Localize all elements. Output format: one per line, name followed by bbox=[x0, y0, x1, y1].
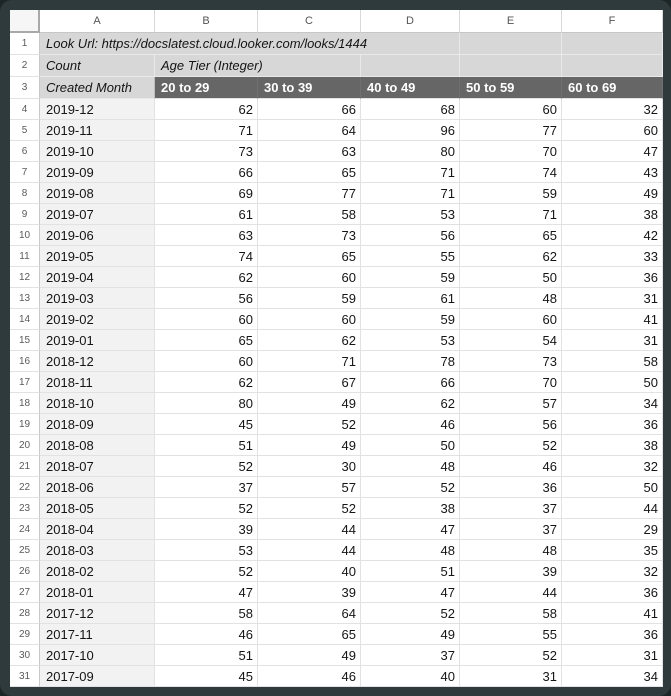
cell-value-col-E[interactable]: 52 bbox=[460, 645, 562, 666]
cell-value-col-E[interactable]: 62 bbox=[460, 246, 562, 267]
table-row bbox=[10, 393, 663, 414]
cell-value-col-E[interactable]: 57 bbox=[460, 393, 562, 414]
select-all-button[interactable] bbox=[10, 10, 40, 33]
cell-created-month[interactable]: 2018-04 bbox=[40, 519, 155, 540]
cell-value-col-F[interactable]: 44 bbox=[562, 498, 663, 519]
column-header-C[interactable]: C bbox=[258, 10, 361, 33]
cell-value-col-B[interactable]: 45 bbox=[155, 414, 258, 435]
table-row bbox=[10, 183, 663, 204]
cell-value-col-C[interactable]: 39 bbox=[258, 582, 361, 603]
row-number[interactable]: 19 bbox=[10, 414, 40, 435]
cell-value-col-C[interactable]: 63 bbox=[258, 141, 361, 162]
column-header-E[interactable]: E bbox=[460, 10, 562, 33]
cell-value-col-E[interactable]: 70 bbox=[460, 141, 562, 162]
cell-value-col-C[interactable]: 62 bbox=[258, 330, 361, 351]
cell-empty[interactable] bbox=[361, 55, 460, 77]
cell-value-col-E[interactable]: 39 bbox=[460, 561, 562, 582]
cell-created-month[interactable]: 2018-12 bbox=[40, 351, 155, 372]
spreadsheet-grid bbox=[10, 10, 663, 687]
cell-value-col-B[interactable]: 46 bbox=[155, 624, 258, 645]
cell-value-col-B[interactable]: 62 bbox=[155, 99, 258, 120]
cell-created-month[interactable]: 2017-12 bbox=[40, 603, 155, 624]
row-number[interactable]: 14 bbox=[10, 309, 40, 330]
cell-value-col-E[interactable]: 70 bbox=[460, 372, 562, 393]
cell-created-month[interactable]: 2018-09 bbox=[40, 414, 155, 435]
cell-value-col-B[interactable]: 66 bbox=[155, 162, 258, 183]
cell-value-col-C[interactable]: 64 bbox=[258, 120, 361, 141]
cell-value-col-E[interactable]: 77 bbox=[460, 120, 562, 141]
row-number[interactable]: 21 bbox=[10, 456, 40, 477]
table-row bbox=[10, 477, 663, 498]
cell-value-col-F[interactable]: 32 bbox=[562, 561, 663, 582]
cell-value-col-B[interactable]: 52 bbox=[155, 456, 258, 477]
age-bucket-header-20-to-29[interactable]: 20 to 29 bbox=[155, 77, 258, 99]
cell-empty[interactable] bbox=[460, 33, 562, 55]
cell-value-col-D[interactable]: 53 bbox=[361, 204, 460, 225]
cell-value-col-E[interactable]: 44 bbox=[460, 582, 562, 603]
cell-value-col-D[interactable]: 66 bbox=[361, 372, 460, 393]
cell-value-col-E[interactable]: 52 bbox=[460, 435, 562, 456]
cell-value-col-B[interactable]: 53 bbox=[155, 540, 258, 561]
cell-value-col-E[interactable]: 37 bbox=[460, 519, 562, 540]
cell-value-col-E[interactable]: 59 bbox=[460, 183, 562, 204]
row-number[interactable]: 5 bbox=[10, 120, 40, 141]
cell-value-col-D[interactable]: 38 bbox=[361, 498, 460, 519]
cell-value-col-F[interactable]: 35 bbox=[562, 540, 663, 561]
cell-value-col-B[interactable]: 39 bbox=[155, 519, 258, 540]
cell-created-month[interactable]: 2019-11 bbox=[40, 120, 155, 141]
row-number[interactable]: 23 bbox=[10, 498, 40, 519]
cell-value-col-D[interactable]: 37 bbox=[361, 645, 460, 666]
age-bucket-header-60-to-69[interactable]: 60 to 69 bbox=[562, 77, 663, 99]
row-number[interactable]: 7 bbox=[10, 162, 40, 183]
row-number[interactable]: 17 bbox=[10, 372, 40, 393]
cell-value-col-D[interactable]: 62 bbox=[361, 393, 460, 414]
row-number[interactable]: 30 bbox=[10, 645, 40, 666]
table-row bbox=[10, 141, 663, 162]
cell-value-col-C[interactable]: 57 bbox=[258, 477, 361, 498]
row-number[interactable]: 13 bbox=[10, 288, 40, 309]
cell-created-month[interactable]: 2017-11 bbox=[40, 624, 155, 645]
cell-value-col-C[interactable]: 44 bbox=[258, 519, 361, 540]
cell-created-month[interactable]: 2018-06 bbox=[40, 477, 155, 498]
cell-look-url[interactable]: Look Url: https://docslatest.cloud.looker.com/looks/1444 bbox=[40, 33, 460, 55]
cell-value-col-F[interactable]: 41 bbox=[562, 603, 663, 624]
cell-value-col-E[interactable]: 60 bbox=[460, 309, 562, 330]
cell-value-col-C[interactable]: 49 bbox=[258, 435, 361, 456]
cell-value-col-E[interactable]: 65 bbox=[460, 225, 562, 246]
column-header-D[interactable]: D bbox=[361, 10, 460, 33]
row-number[interactable]: 22 bbox=[10, 477, 40, 498]
column-header-A[interactable]: A bbox=[40, 10, 155, 33]
table-row bbox=[10, 77, 663, 99]
cell-value-col-F[interactable]: 34 bbox=[562, 393, 663, 414]
cell-value-col-F[interactable]: 31 bbox=[562, 330, 663, 351]
cell-value-col-E[interactable]: 48 bbox=[460, 288, 562, 309]
table-row bbox=[10, 162, 663, 183]
cell-value-col-D[interactable]: 52 bbox=[361, 603, 460, 624]
cell-value-col-C[interactable]: 46 bbox=[258, 666, 361, 687]
table-row bbox=[10, 414, 663, 435]
cell-value-col-C[interactable]: 77 bbox=[258, 183, 361, 204]
row-number[interactable]: 27 bbox=[10, 582, 40, 603]
cell-value-col-C[interactable]: 71 bbox=[258, 351, 361, 372]
cell-value-col-D[interactable]: 46 bbox=[361, 414, 460, 435]
cell-value-col-C[interactable]: 67 bbox=[258, 372, 361, 393]
cell-created-month[interactable]: 2019-04 bbox=[40, 267, 155, 288]
table-row bbox=[10, 624, 663, 645]
cell-count-label[interactable]: Count bbox=[40, 55, 155, 77]
cell-value-col-B[interactable]: 69 bbox=[155, 183, 258, 204]
row-number[interactable]: 26 bbox=[10, 561, 40, 582]
cell-value-col-D[interactable]: 96 bbox=[361, 120, 460, 141]
cell-created-month[interactable]: 2019-05 bbox=[40, 246, 155, 267]
cell-value-col-B[interactable]: 52 bbox=[155, 498, 258, 519]
cell-value-col-F[interactable]: 36 bbox=[562, 414, 663, 435]
cell-value-col-B[interactable]: 74 bbox=[155, 246, 258, 267]
cell-value-col-F[interactable]: 43 bbox=[562, 162, 663, 183]
cell-value-col-C[interactable]: 49 bbox=[258, 393, 361, 414]
cell-value-col-C[interactable]: 52 bbox=[258, 498, 361, 519]
row-number[interactable]: 16 bbox=[10, 351, 40, 372]
data-rows bbox=[10, 99, 663, 687]
cell-value-col-F[interactable]: 31 bbox=[562, 645, 663, 666]
table-row bbox=[10, 540, 663, 561]
cell-value-col-C[interactable]: 58 bbox=[258, 204, 361, 225]
cell-value-col-D[interactable]: 53 bbox=[361, 330, 460, 351]
cell-value-col-D[interactable]: 71 bbox=[361, 183, 460, 204]
cell-value-col-C[interactable]: 52 bbox=[258, 414, 361, 435]
cell-value-col-F[interactable]: 36 bbox=[562, 267, 663, 288]
cell-created-month[interactable]: 2019-06 bbox=[40, 225, 155, 246]
cell-value-col-B[interactable]: 51 bbox=[155, 645, 258, 666]
cell-value-col-C[interactable]: 49 bbox=[258, 645, 361, 666]
cell-value-col-B[interactable]: 51 bbox=[155, 435, 258, 456]
cell-value-col-B[interactable]: 63 bbox=[155, 225, 258, 246]
cell-value-col-B[interactable]: 45 bbox=[155, 666, 258, 687]
cell-value-col-C[interactable]: 65 bbox=[258, 624, 361, 645]
cell-empty[interactable] bbox=[562, 33, 663, 55]
cell-value-col-C[interactable]: 44 bbox=[258, 540, 361, 561]
cell-value-col-E[interactable]: 60 bbox=[460, 99, 562, 120]
cell-value-col-D[interactable]: 48 bbox=[361, 540, 460, 561]
table-row bbox=[10, 267, 663, 288]
cell-value-col-F[interactable]: 60 bbox=[562, 120, 663, 141]
table-row bbox=[10, 33, 663, 55]
cell-value-col-D[interactable]: 61 bbox=[361, 288, 460, 309]
row-number[interactable]: 31 bbox=[10, 666, 40, 687]
cell-value-col-D[interactable]: 51 bbox=[361, 561, 460, 582]
table-row bbox=[10, 603, 663, 624]
cell-value-col-B[interactable]: 73 bbox=[155, 141, 258, 162]
cell-created-month[interactable]: 2018-11 bbox=[40, 372, 155, 393]
cell-value-col-F[interactable]: 34 bbox=[562, 666, 663, 687]
cell-value-col-F[interactable]: 29 bbox=[562, 519, 663, 540]
cell-value-col-F[interactable]: 31 bbox=[562, 288, 663, 309]
table-row bbox=[10, 309, 663, 330]
cell-created-month[interactable]: 2019-12 bbox=[40, 99, 155, 120]
cell-created-month[interactable]: 2019-03 bbox=[40, 288, 155, 309]
table-row bbox=[10, 288, 663, 309]
cell-value-col-B[interactable]: 60 bbox=[155, 351, 258, 372]
cell-created-month[interactable]: 2019-02 bbox=[40, 309, 155, 330]
cell-created-month[interactable]: 2017-10 bbox=[40, 645, 155, 666]
cell-empty[interactable] bbox=[562, 55, 663, 77]
cell-value-col-E[interactable]: 73 bbox=[460, 351, 562, 372]
cell-value-col-F[interactable]: 36 bbox=[562, 624, 663, 645]
cell-created-month-label[interactable]: Created Month bbox=[40, 77, 155, 99]
cell-value-col-C[interactable]: 66 bbox=[258, 99, 361, 120]
table-row bbox=[10, 582, 663, 603]
cell-value-col-C[interactable]: 65 bbox=[258, 246, 361, 267]
cell-value-col-D[interactable]: 47 bbox=[361, 519, 460, 540]
cell-value-col-F[interactable]: 42 bbox=[562, 225, 663, 246]
cell-value-col-E[interactable]: 71 bbox=[460, 204, 562, 225]
row-number[interactable]: 8 bbox=[10, 183, 40, 204]
cell-value-col-B[interactable]: 62 bbox=[155, 267, 258, 288]
cell-value-col-E[interactable]: 56 bbox=[460, 414, 562, 435]
table-row bbox=[10, 120, 663, 141]
row-number[interactable]: 2 bbox=[10, 55, 40, 77]
cell-value-col-E[interactable]: 58 bbox=[460, 603, 562, 624]
cell-value-col-F[interactable]: 38 bbox=[562, 435, 663, 456]
cell-value-col-B[interactable]: 71 bbox=[155, 120, 258, 141]
row-number[interactable]: 9 bbox=[10, 204, 40, 225]
row-number[interactable]: 12 bbox=[10, 267, 40, 288]
age-bucket-header-40-to-49[interactable]: 40 to 49 bbox=[361, 77, 460, 99]
cell-value-col-B[interactable]: 47 bbox=[155, 582, 258, 603]
row-number[interactable]: 25 bbox=[10, 540, 40, 561]
cell-created-month[interactable]: 2018-05 bbox=[40, 498, 155, 519]
cell-created-month[interactable]: 2019-07 bbox=[40, 204, 155, 225]
cell-created-month[interactable]: 2018-03 bbox=[40, 540, 155, 561]
cell-value-col-C[interactable]: 60 bbox=[258, 309, 361, 330]
cell-value-col-F[interactable]: 50 bbox=[562, 372, 663, 393]
row-number[interactable]: 18 bbox=[10, 393, 40, 414]
cell-created-month[interactable]: 2019-01 bbox=[40, 330, 155, 351]
cell-value-col-E[interactable]: 55 bbox=[460, 624, 562, 645]
cell-value-col-E[interactable]: 36 bbox=[460, 477, 562, 498]
cell-age-tier-label[interactable]: Age Tier (Integer) bbox=[155, 55, 361, 77]
cell-value-col-C[interactable]: 64 bbox=[258, 603, 361, 624]
cell-value-col-D[interactable]: 59 bbox=[361, 309, 460, 330]
cell-value-col-B[interactable]: 65 bbox=[155, 330, 258, 351]
cell-value-col-C[interactable]: 40 bbox=[258, 561, 361, 582]
cell-value-col-C[interactable]: 30 bbox=[258, 456, 361, 477]
table-row bbox=[10, 498, 663, 519]
cell-value-col-F[interactable]: 38 bbox=[562, 204, 663, 225]
cell-value-col-D[interactable]: 78 bbox=[361, 351, 460, 372]
column-header-row bbox=[10, 10, 663, 33]
cell-value-col-F[interactable]: 33 bbox=[562, 246, 663, 267]
cell-value-col-E[interactable]: 37 bbox=[460, 498, 562, 519]
table-row bbox=[10, 99, 663, 120]
row-number[interactable]: 28 bbox=[10, 603, 40, 624]
table-row bbox=[10, 645, 663, 666]
row-number[interactable]: 1 bbox=[10, 33, 40, 55]
cell-created-month[interactable]: 2019-09 bbox=[40, 162, 155, 183]
row-number[interactable]: 4 bbox=[10, 99, 40, 120]
cell-created-month[interactable]: 2018-01 bbox=[40, 582, 155, 603]
row-number[interactable]: 24 bbox=[10, 519, 40, 540]
cell-value-col-D[interactable]: 56 bbox=[361, 225, 460, 246]
cell-value-col-D[interactable]: 55 bbox=[361, 246, 460, 267]
cell-value-col-E[interactable]: 48 bbox=[460, 540, 562, 561]
table-row bbox=[10, 246, 663, 267]
cell-value-col-F[interactable]: 47 bbox=[562, 141, 663, 162]
cell-value-col-E[interactable]: 46 bbox=[460, 456, 562, 477]
table-row bbox=[10, 561, 663, 582]
cell-value-col-B[interactable]: 58 bbox=[155, 603, 258, 624]
cell-value-col-B[interactable]: 56 bbox=[155, 288, 258, 309]
table-row bbox=[10, 435, 663, 456]
cell-value-col-F[interactable]: 49 bbox=[562, 183, 663, 204]
cell-created-month[interactable]: 2018-02 bbox=[40, 561, 155, 582]
cell-created-month[interactable]: 2019-10 bbox=[40, 141, 155, 162]
cell-value-col-D[interactable]: 50 bbox=[361, 435, 460, 456]
column-header-F[interactable]: F bbox=[562, 10, 663, 33]
cell-value-col-B[interactable]: 61 bbox=[155, 204, 258, 225]
row-number[interactable]: 20 bbox=[10, 435, 40, 456]
table-row bbox=[10, 519, 663, 540]
cell-created-month[interactable]: 2018-10 bbox=[40, 393, 155, 414]
row-number[interactable]: 15 bbox=[10, 330, 40, 351]
cell-value-col-C[interactable]: 59 bbox=[258, 288, 361, 309]
column-header-B[interactable]: B bbox=[155, 10, 258, 33]
row-number[interactable]: 29 bbox=[10, 624, 40, 645]
cell-value-col-E[interactable]: 74 bbox=[460, 162, 562, 183]
cell-created-month[interactable]: 2018-08 bbox=[40, 435, 155, 456]
table-row bbox=[10, 351, 663, 372]
cell-created-month[interactable]: 2017-09 bbox=[40, 666, 155, 687]
cell-empty[interactable] bbox=[460, 55, 562, 77]
cell-value-col-B[interactable]: 52 bbox=[155, 561, 258, 582]
table-row bbox=[10, 225, 663, 246]
table-row bbox=[10, 204, 663, 225]
cell-value-col-C[interactable]: 73 bbox=[258, 225, 361, 246]
row-number[interactable]: 11 bbox=[10, 246, 40, 267]
cell-value-col-F[interactable]: 36 bbox=[562, 582, 663, 603]
cell-value-col-F[interactable]: 58 bbox=[562, 351, 663, 372]
row-number[interactable]: 3 bbox=[10, 77, 40, 99]
cell-value-col-F[interactable]: 32 bbox=[562, 99, 663, 120]
cell-value-col-D[interactable]: 52 bbox=[361, 477, 460, 498]
cell-value-col-D[interactable]: 48 bbox=[361, 456, 460, 477]
cell-value-col-E[interactable]: 31 bbox=[460, 666, 562, 687]
cell-value-col-B[interactable]: 60 bbox=[155, 309, 258, 330]
cell-value-col-B[interactable]: 80 bbox=[155, 393, 258, 414]
cell-value-col-F[interactable]: 41 bbox=[562, 309, 663, 330]
age-bucket-header-50-to-59[interactable]: 50 to 59 bbox=[460, 77, 562, 99]
cell-value-col-F[interactable]: 50 bbox=[562, 477, 663, 498]
table-row bbox=[10, 330, 663, 351]
table-row bbox=[10, 456, 663, 477]
table-row bbox=[10, 666, 663, 687]
cell-value-col-E[interactable]: 50 bbox=[460, 267, 562, 288]
cell-created-month[interactable]: 2019-08 bbox=[40, 183, 155, 204]
cell-value-col-B[interactable]: 37 bbox=[155, 477, 258, 498]
cell-value-col-D[interactable]: 49 bbox=[361, 624, 460, 645]
cell-value-col-C[interactable]: 60 bbox=[258, 267, 361, 288]
cell-created-month[interactable]: 2018-07 bbox=[40, 456, 155, 477]
age-bucket-header-30-to-39[interactable]: 30 to 39 bbox=[258, 77, 361, 99]
table-row bbox=[10, 55, 663, 77]
cell-value-col-E[interactable]: 54 bbox=[460, 330, 562, 351]
row-number[interactable]: 10 bbox=[10, 225, 40, 246]
cell-value-col-D[interactable]: 59 bbox=[361, 267, 460, 288]
cell-value-col-C[interactable]: 65 bbox=[258, 162, 361, 183]
row-number[interactable]: 6 bbox=[10, 141, 40, 162]
cell-value-col-D[interactable]: 68 bbox=[361, 99, 460, 120]
cell-value-col-F[interactable]: 32 bbox=[562, 456, 663, 477]
cell-value-col-D[interactable]: 40 bbox=[361, 666, 460, 687]
cell-value-col-D[interactable]: 80 bbox=[361, 141, 460, 162]
cell-value-col-D[interactable]: 71 bbox=[361, 162, 460, 183]
cell-value-col-D[interactable]: 47 bbox=[361, 582, 460, 603]
cell-value-col-B[interactable]: 62 bbox=[155, 372, 258, 393]
table-row bbox=[10, 372, 663, 393]
